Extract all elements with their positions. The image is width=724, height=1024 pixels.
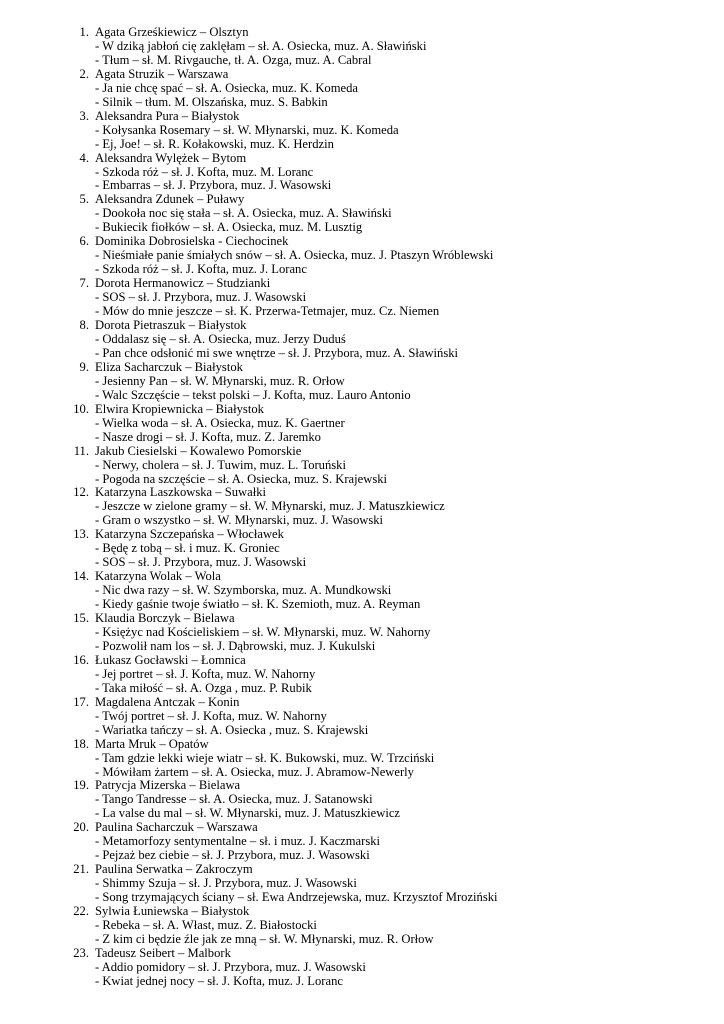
item-song-2: - Silnik – tłum. M. Olszańska, muz. S. Babkin	[95, 94, 328, 109]
list-item	[0, 654, 724, 696]
item-song-2: - Embarras – sł. J. Przybora, muz. J. Wasowski	[95, 178, 332, 193]
item-header-line	[0, 570, 724, 584]
item-number: 4.	[79, 150, 89, 165]
item-number: 7.	[79, 276, 89, 291]
item-name: Łukasz Gocławski – Łomnica	[95, 652, 246, 667]
list-item	[0, 361, 724, 403]
item-song-2: - Mów do mnie jeszcze – sł. K. Przerwa-Tetmajer, muz. Cz. Niemen	[95, 304, 440, 319]
item-header-line	[0, 863, 724, 877]
list-item	[0, 528, 724, 570]
item-song-2: - Pejzaż bez ciebie – sł. J. Przybora, muz. J. Wasowski	[95, 848, 370, 863]
item-song-2: - SOS – sł. J. Przybora, muz. J. Wasowski	[95, 555, 307, 570]
item-name: Paulina Sacharczuk – Warszawa	[95, 820, 258, 835]
item-song-1: - Nic dwa razy – sł. W. Szymborska, muz. A. Mundkowski	[95, 583, 392, 598]
item-header-line	[0, 445, 724, 459]
list-item	[0, 152, 724, 194]
item-song-2: - Szkoda róż – sł. J. Kofta, muz. J. Loranc	[95, 262, 307, 277]
item-number: 2.	[79, 66, 89, 81]
item-song-2: - Pozwolił nam los – sł. J. Dąbrowski, muz. J. Kukulski	[95, 638, 376, 653]
item-song-1: - Szkoda róż – sł. J. Kofta, muz. M. Loranc	[95, 164, 314, 179]
list-item	[0, 947, 724, 989]
item-header-line	[0, 277, 724, 291]
participant-list	[0, 26, 724, 989]
item-number: 12.	[73, 485, 89, 500]
list-item	[0, 821, 724, 863]
list-item	[0, 235, 724, 277]
item-number: 1.	[79, 25, 89, 39]
item-song-2: - Song trzymających ściany – sł. Ewa Andrzejewska, muz. Krzysztof Mroziński	[95, 890, 498, 905]
list-item	[0, 277, 724, 319]
list-item	[0, 779, 724, 821]
list-item	[0, 26, 724, 68]
item-header-line	[0, 696, 724, 710]
item-number: 9.	[79, 359, 89, 374]
item-song-1: - Wielka woda – sł. A. Osiecka, muz. K. Gaertner	[95, 415, 345, 430]
item-header-line	[0, 947, 724, 961]
item-number: 20.	[73, 820, 89, 835]
item-number: 6.	[79, 234, 89, 249]
item-song-1: - Oddalasz się – sł. A. Osiecka, muz. Jerzy Duduś	[95, 331, 346, 346]
item-song-1: - Rebeka – sł. A. Włast, muz. Z. Białostocki	[95, 918, 317, 932]
list-item	[0, 486, 724, 528]
item-number: 13.	[73, 527, 89, 542]
item-header-line	[0, 361, 724, 375]
list-item	[0, 738, 724, 780]
item-song-2: - Pan chce odsłonić mi swe wnętrze – sł. J. Przybora, muz. A. Sławiński	[95, 345, 459, 360]
item-song-1: - SOS – sł. J. Przybora, muz. J. Wasowski	[95, 290, 307, 305]
item-number: 15.	[73, 611, 89, 626]
item-header-line	[0, 905, 724, 919]
item-song-1: - Addio pomidory – sł. J. Przybora, muz. J. Wasowski	[95, 959, 366, 974]
item-song-1: - Będę z tobą – sł. i muz. K. Groniec	[95, 541, 280, 556]
item-song-1: - Nerwy, cholera – sł. J. Tuwim, muz. L. Toruński	[95, 457, 346, 472]
item-name: Katarzyna Szczepańska – Włocławek	[95, 527, 284, 542]
item-number: 16.	[73, 652, 89, 667]
item-header-line	[0, 821, 724, 835]
list-item	[0, 319, 724, 361]
item-header-line	[0, 68, 724, 82]
item-header-line	[0, 779, 724, 793]
item-name: Magdalena Antczak – Konin	[95, 694, 240, 709]
item-song-1: - Księżyc nad Kościeliskiem – sł. W. Młynarski, muz. W. Nahorny	[95, 624, 431, 639]
list-item	[0, 863, 724, 905]
item-name: Dorota Pietraszuk – Białystok	[95, 318, 247, 333]
item-song-1: - Dookoła noc się stała – sł. A. Osiecka, muz. A. Sławiński	[95, 206, 392, 221]
item-number: 11.	[73, 443, 89, 458]
item-name: Aleksandra Zdunek – Puławy	[95, 192, 245, 207]
list-item	[0, 403, 724, 445]
item-song-2: - Pogoda na szczęście – sł. A. Osiecka, muz. S. Krajewski	[95, 471, 388, 486]
item-header-line	[0, 110, 724, 124]
item-name: Katarzyna Wolak – Wola	[95, 569, 221, 584]
item-song-2: - Nasze drogi – sł. J. Kofta, muz. Z. Jaremko	[95, 429, 321, 444]
item-header-line	[0, 193, 724, 207]
item-header-line	[0, 654, 724, 668]
item-header-line	[0, 528, 724, 542]
item-song-2: - Gram o wszystko – sł. W. Młynarski, muz. J. Wasowski	[95, 513, 384, 528]
item-song-1: - Tam gdzie lekki wieje wiatr – sł. K. Bukowski, muz. W. Trzciński	[95, 750, 435, 765]
item-song-1: - Nieśmiałe panie śmiałych snów – sł. A. Osiecka, muz. J. Ptaszyn Wróblewski	[95, 248, 494, 263]
item-song-1: - Shimmy Szuja – sł. J. Przybora, muz. J. Wasowski	[95, 876, 357, 891]
item-header-line	[0, 403, 724, 417]
list-item	[0, 110, 724, 152]
item-name: Paulina Serwatka – Zakroczym	[95, 862, 253, 877]
item-song-1: - Tango Tandresse – sł. A. Osiecka, muz. J. Satanowski	[95, 792, 373, 807]
list-item	[0, 193, 724, 235]
item-song-1: - Kołysanka Rosemary – sł. W. Młynarski, muz. K. Komeda	[95, 122, 399, 137]
item-number: 23.	[73, 945, 89, 960]
item-name: Dorota Hermanowicz – Studzianki	[95, 276, 271, 291]
item-song-2: - Kwiat jednej nocy – sł. J. Kofta, muz. J. Loranc	[95, 973, 343, 988]
item-song-1: - Jesienny Pan – sł. W. Młynarski, muz. R. Orłow	[95, 373, 345, 388]
item-header-line	[0, 738, 724, 752]
item-number: 14.	[73, 569, 89, 584]
item-name: Katarzyna Laszkowska – Suwałki	[95, 485, 267, 500]
list-item	[0, 68, 724, 110]
item-song-2: - La valse du mal – sł. W. Młynarski, muz. J. Matuszkiewicz	[95, 806, 400, 821]
item-song-1: - W dziką jabłoń cię zaklęłam – sł. A. Osiecka, muz. A. Sławiński	[95, 38, 427, 53]
list-item	[0, 570, 724, 612]
item-name: Jakub Ciesielski – Kowalewo Pomorskie	[95, 443, 302, 458]
item-name: Patrycja Mizerska – Bielawa	[95, 778, 241, 793]
item-number: 19.	[73, 778, 89, 793]
item-number: 21.	[73, 862, 89, 877]
item-name: Klaudia Borczyk – Bielawa	[95, 611, 235, 626]
item-song-2: - Mówiłam żartem – sł. A. Osiecka, muz. J. Abramow-Newerly	[95, 764, 414, 779]
item-name: Dominika Dobrosielska - Ciechocinek	[95, 234, 289, 249]
item-song-2: - Walc Szczęście – tekst polski – J. Kofta, muz. Lauro Antonio	[95, 387, 411, 402]
item-header-line	[0, 26, 724, 40]
item-header-line	[0, 319, 724, 333]
item-song-2: - Bukiecik fiołków – sł. A. Osiecka, muz. M. Lusztig	[95, 220, 363, 235]
item-song-1: - Twój portret – sł. J. Kofta, muz. W. Nahorny	[95, 708, 327, 723]
item-header-line	[0, 612, 724, 626]
item-name: Eliza Sacharczuk – Białystok	[95, 359, 243, 374]
list-item	[0, 905, 724, 947]
item-number: 8.	[79, 318, 89, 333]
item-song-2: - Ej, Joe! – sł. R. Kołakowski, muz. K. Herdzin	[95, 136, 334, 151]
item-header-line	[0, 235, 724, 249]
item-name: Agata Struzik – Warszawa	[95, 66, 229, 81]
item-number: 18.	[73, 736, 89, 751]
item-name: Elwira Kropiewnicka – Białystok	[95, 401, 264, 416]
item-number: 22.	[73, 904, 89, 919]
item-name: Tadeusz Seibert – Malbork	[95, 945, 231, 960]
item-song-2: - Wariatka tańczy – sł. A. Osiecka , muz. S. Krajewski	[95, 722, 369, 737]
list-item	[0, 696, 724, 738]
item-song-1: - Jej portret – sł. J. Kofta, muz. W. Nahorny	[95, 666, 316, 681]
item-number: 17.	[73, 694, 89, 709]
item-name: Aleksandra Wylężek – Bytom	[95, 150, 247, 165]
item-song-2: - Taka miłość – sł. A. Ozga , muz. P. Rubik	[95, 680, 312, 695]
item-header-line	[0, 486, 724, 500]
item-number: 5.	[79, 192, 89, 207]
item-song-1: - Metamorfozy sentymentalne – sł. i muz. J. Kaczmarski	[95, 834, 381, 849]
item-name: Aleksandra Pura – Białystok	[95, 108, 240, 123]
item-song-1: - Jeszcze w zielone gramy – sł. W. Młynarski, muz. J. Matuszkiewicz	[95, 499, 445, 514]
item-song-2: - Z kim ci będzie źle jak ze mną – sł. W. Młynarski, muz. R. Orłow	[95, 931, 434, 946]
item-number: 10.	[73, 401, 89, 416]
item-song-1: - Ja nie chcę spać – sł. A. Osiecka, muz. K. Komeda	[95, 80, 358, 95]
item-name: Marta Mruk – Opatów	[95, 736, 209, 751]
item-name: Sylwia Łuniewska – Białystok	[95, 904, 250, 919]
item-name: Agata Grześkiewicz – Olsztyn	[95, 25, 249, 39]
item-number: 3.	[79, 108, 89, 123]
list-item	[0, 445, 724, 487]
list-item	[0, 612, 724, 654]
item-header-line	[0, 152, 724, 166]
item-song-2: - Kiedy gaśnie twoje światło – sł. K. Szemioth, muz. A. Reyman	[95, 597, 421, 612]
item-song-2: - Tłum – sł. M. Rivgauche, tł. A. Ozga, muz. A. Cabral	[95, 52, 372, 67]
